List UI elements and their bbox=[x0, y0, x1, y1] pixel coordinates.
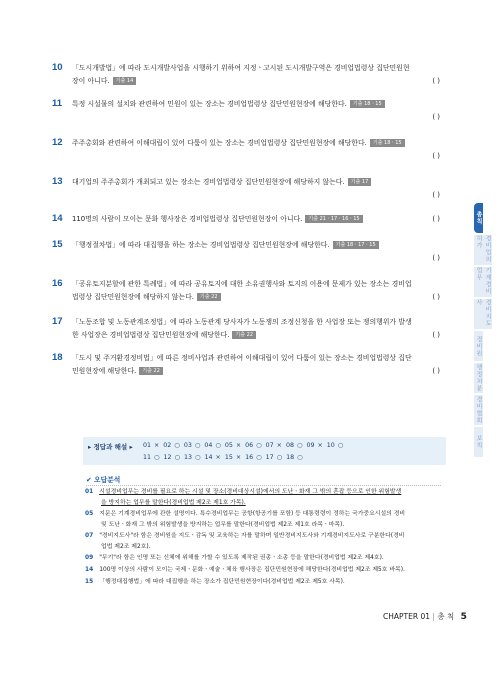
question-text: 「행정절차법」에 따라 대집행을 하는 장소는 경비업법령상 집단민원현장에 해당한다. 기출 18ㆍ17ㆍ15 ( ) bbox=[72, 239, 440, 252]
question-text: 「노동조합 및 노동관계조정법」에 따라 노동관계 당사자가 노동쟁의 조정신청을 한 사업장 또는 쟁의행위가 발생 한 사업장은 경비업법령상 집단민원현장에 해당한다. 기출 22 ( ) bbox=[72, 316, 440, 342]
tab-guard[interactable]: 경비원 bbox=[474, 331, 483, 361]
question-15 bbox=[52, 239, 440, 262]
section-label: 총 칙 bbox=[437, 612, 455, 621]
error-item-05: 05 지문은 기계경비업무에 관한 설명이다. 특수경비업무는 공항(항공기를 포함) 등 대통령령이 정하는 국가중요시설의 경비 및 도난ㆍ화재 그 밖의 위험발생을 방지하는 업무를 말한다(경비업법 제2조 제1호 라목ㆍ마목). bbox=[85, 511, 406, 528]
exam-year-badge: 기출 22 bbox=[197, 293, 221, 301]
answer-blank[interactable]: ( ) bbox=[432, 254, 440, 262]
tab-supervisor[interactable]: 경비지도사 bbox=[475, 299, 491, 327]
exam-year-badge: 기출 18ㆍ15 bbox=[350, 100, 385, 108]
answer-row-1: 01 × 02 ○ 03 ○ 04 ○ 05 × 06 ○ 07 × 08 ○ 09 × 10 ○ bbox=[143, 442, 344, 449]
tab-association[interactable]: 경비협회 bbox=[475, 396, 482, 424]
question-text: 「공유토지분할에 관한 특례법」에 따라 공유토지에 대한 소유권행사와 토지의 이용에 문제가 있는 장소는 경비업 법령상 집단민원현장에 해당하지 않는다. 기출 22 ( ) bbox=[72, 278, 440, 304]
question-12 bbox=[52, 137, 440, 160]
answer-blank[interactable]: ( ) bbox=[432, 191, 440, 199]
chapter-tabs bbox=[474, 203, 500, 459]
answer-box bbox=[83, 437, 446, 465]
question-14 bbox=[52, 213, 440, 226]
question-13 bbox=[52, 176, 440, 199]
question-number: 16 bbox=[52, 278, 63, 289]
exam-year-badge: 기출 22 bbox=[139, 367, 163, 375]
question-text: 「도시개발법」에 따라 도시개발사업을 시행하기 위하여 지정ㆍ고시된 도시개발구역은 경비업법령상 집단민원현 장이 아니다. 기출 14 ( ) bbox=[72, 62, 440, 88]
chapter-label: CHAPTER 01 bbox=[383, 612, 430, 621]
question-18 bbox=[52, 352, 440, 378]
question-text: 주주총회와 관련하여 이해대립이 있어 다툼이 있는 장소는 경비업법령상 집단민원현장에 해당한다. 기출 18ㆍ15 ( ) bbox=[72, 137, 440, 150]
tab-disposition[interactable]: 행정처분 bbox=[475, 364, 482, 392]
question-text: 「도시 및 주거환경정비법」에 따른 정비사업과 관련하여 이해대립이 있어 다툼이 있는 장소는 경비업법령상 집단 민원현장에 해당한다. 기출 22 ( ) bbox=[72, 352, 440, 378]
answer-blank[interactable]: ( ) bbox=[432, 215, 440, 223]
exam-year-badge: 기출 21ㆍ17ㆍ16ㆍ15 bbox=[305, 215, 362, 223]
question-number: 15 bbox=[52, 239, 63, 250]
question-11 bbox=[52, 98, 440, 121]
tab-machine-security[interactable]: 기계경비업무 bbox=[475, 267, 491, 295]
exam-year-badge: 기출 18ㆍ17ㆍ15 bbox=[333, 241, 379, 249]
error-item-01: 01 시설경비업무는 경비를 필요로 하는 시설 및 장소(경비대상시설)에서의 도난ㆍ화재 그 밖의 혼잡 등으로 인한 위험발생 을 방지하는 업무를 말한다(경비업법 제2조 제1호 가목). bbox=[85, 489, 402, 506]
tab-supplementary[interactable]: 보칙 bbox=[474, 427, 483, 457]
error-analysis-title: ✔ 오답분석 bbox=[86, 476, 121, 484]
answer-blank[interactable]: ( ) bbox=[432, 77, 440, 85]
answer-blank[interactable]: ( ) bbox=[432, 152, 440, 160]
exam-year-badge: 기출 18ㆍ15 bbox=[370, 139, 405, 147]
exam-year-badge: 기출 17 bbox=[348, 178, 372, 186]
question-text: 대기업의 주주총회가 개최되고 있는 장소는 경비업법령상 집단민원현장에 해당하지 않는다. 기출 17 ( ) bbox=[72, 176, 440, 189]
error-item-15: 15 「행정대집행법」에 따라 대집행을 하는 장소가 집단민원현장이다(경비업법 제2조 제5호 사목). bbox=[85, 579, 345, 585]
page-number: 5 bbox=[460, 612, 467, 622]
error-item-14: 14 100명 이상의 사람이 모이는 국제ㆍ문화ㆍ예술ㆍ체육 행사장은 집단민원현장에 해당한다(경비업법 제2조 제5호 바목). bbox=[85, 567, 405, 573]
answer-blank[interactable]: ( ) bbox=[432, 113, 440, 121]
question-text: 110명의 사람이 모이는 문화 행사장은 경비업법령상 집단민원현장이 아니다. 기출 21ㆍ17ㆍ16ㆍ15 ( ) bbox=[72, 213, 440, 226]
divider bbox=[86, 485, 441, 486]
answer-row-2: 11 ○ 12 ○ 13 ○ 14 × 15 × 16 ○ 17 ○ 18 ○ bbox=[143, 454, 303, 461]
answer-blank[interactable]: ( ) bbox=[432, 331, 440, 339]
answer-blank[interactable]: ( ) bbox=[432, 367, 440, 375]
exam-year-badge: 기출 14 bbox=[113, 77, 137, 85]
question-number: 11 bbox=[52, 98, 63, 109]
question-number: 10 bbox=[52, 62, 63, 73]
tab-general[interactable]: 총칙 bbox=[474, 203, 483, 233]
question-17 bbox=[52, 316, 440, 342]
answer-blank[interactable]: ( ) bbox=[432, 293, 440, 301]
question-number: 18 bbox=[52, 352, 63, 363]
question-number: 12 bbox=[52, 137, 63, 148]
error-item-09: 09 "무기"라 함은 인명 또는 신체에 위해를 가할 수 있도록 제작된 권총ㆍ소총 등을 말한다(경비업법 제2조 제4호). bbox=[85, 555, 384, 561]
error-item-07: 07 "경비지도사"라 함은 경비원을 지도ㆍ감독 및 교육하는 자를 말하며 일반경비지도사와 기계경비지도사로 구분한다(경비 업법 제2조 제2호). bbox=[85, 533, 405, 550]
question-number: 17 bbox=[52, 316, 63, 327]
page-footer: CHAPTER 01 | 총 칙 5 bbox=[383, 612, 467, 622]
question-number: 14 bbox=[52, 213, 63, 224]
answer-title: ▸ 정답과 해설 ▸ bbox=[88, 443, 133, 451]
question-10 bbox=[52, 62, 440, 88]
question-number: 13 bbox=[52, 176, 63, 187]
tab-license[interactable]: 경비업의 허가 bbox=[475, 235, 491, 263]
question-text: 특정 시설물의 설치와 관련하여 민원이 있는 장소는 경비업법령상 집단민원현장에 해당한다. 기출 18ㆍ15 ( ) bbox=[72, 98, 440, 111]
question-16 bbox=[52, 278, 440, 304]
exam-year-badge: 기출 22 bbox=[232, 331, 256, 339]
